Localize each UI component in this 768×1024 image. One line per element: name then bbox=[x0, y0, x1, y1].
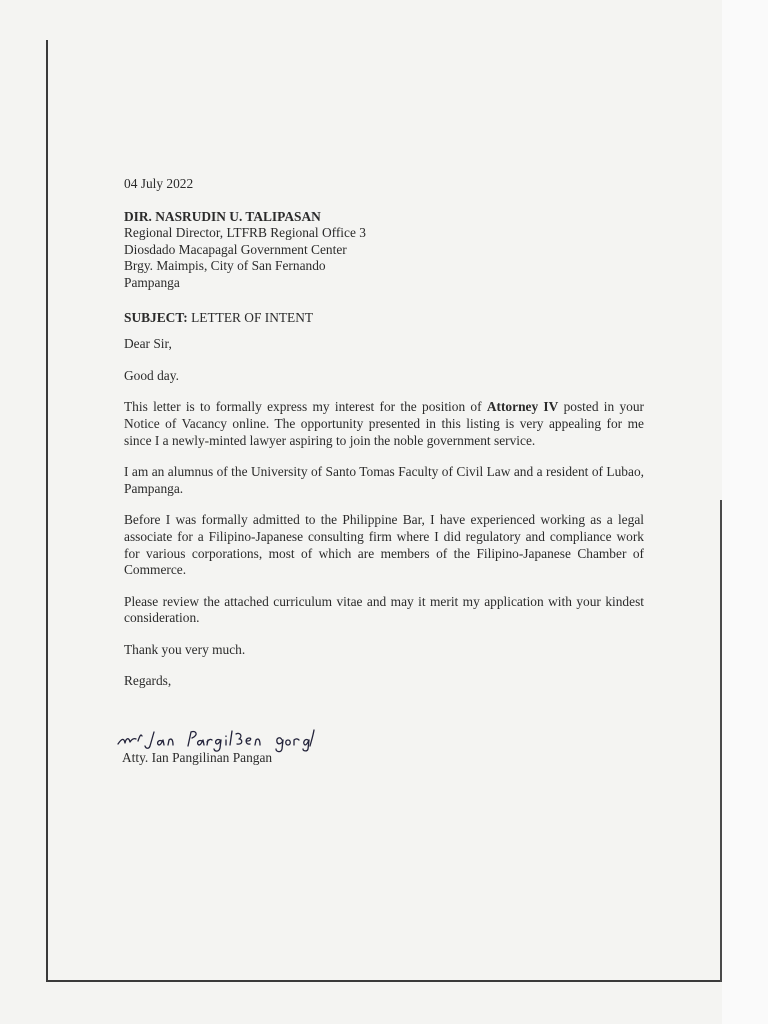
subject-text: LETTER OF INTENT bbox=[187, 309, 314, 325]
scan-edge-left bbox=[46, 40, 48, 982]
addressee-name: DIR. NASRUDIN U. TALIPASAN bbox=[124, 208, 321, 224]
subject-label: SUBJECT: bbox=[124, 309, 188, 325]
paragraph-request: Please review the attached curriculum vitae and may it merit my application with your kindest consideration. bbox=[124, 593, 644, 626]
closing-line: Regards, bbox=[124, 673, 172, 689]
position-title: Attorney IV bbox=[486, 399, 559, 415]
addressee-line: Diosdado Macapagal Government Center bbox=[124, 241, 347, 257]
addressee-line: Regional Director, LTFRB Regional Office 3 bbox=[124, 225, 366, 241]
letter-body bbox=[124, 176, 644, 690]
scan-edge-bottom bbox=[46, 980, 722, 982]
signatory-name: Atty. Ian Pangilinan Pangan bbox=[122, 750, 273, 765]
addressee-line: Brgy. Maimpis, City of San Fernando bbox=[124, 258, 326, 274]
scan-edge-right bbox=[720, 500, 722, 982]
salutation: Dear Sir, bbox=[124, 336, 172, 352]
letter-date: 04 July 2022 bbox=[124, 176, 194, 191]
paragraph-intent-text: This letter is to formally express my interest for the position of bbox=[124, 399, 487, 415]
greeting: Good day. bbox=[124, 367, 179, 383]
paragraph-experience: Before I was formally admitted to the Philippine Bar, I have experienced working as a legal associate for a Filipino-Japanese consulting firm where I did regulatory and compliance work for various corporations, most of which are members of the Filipino-Japanese Chamber of Commerce. bbox=[124, 512, 644, 578]
addressee-block bbox=[124, 209, 644, 292]
paragraph-education: I am an alumnus of the University of Santo Tomas Faculty of Civil Law and a resident of Lubao, Pampanga. bbox=[124, 464, 644, 496]
paragraph-intent bbox=[124, 399, 644, 449]
subject-line bbox=[124, 310, 644, 327]
thanks-line: Thank you very much. bbox=[124, 641, 246, 657]
addressee-line: Pampanga bbox=[124, 274, 180, 290]
page-margin-shade bbox=[722, 0, 768, 1024]
paragraph-intent-text-2: posted in your Notice of Vacancy online. The opportunity presented in this listing is very appealing for me since I a newly-minted lawyer aspiring to join the noble government service. bbox=[124, 399, 645, 448]
